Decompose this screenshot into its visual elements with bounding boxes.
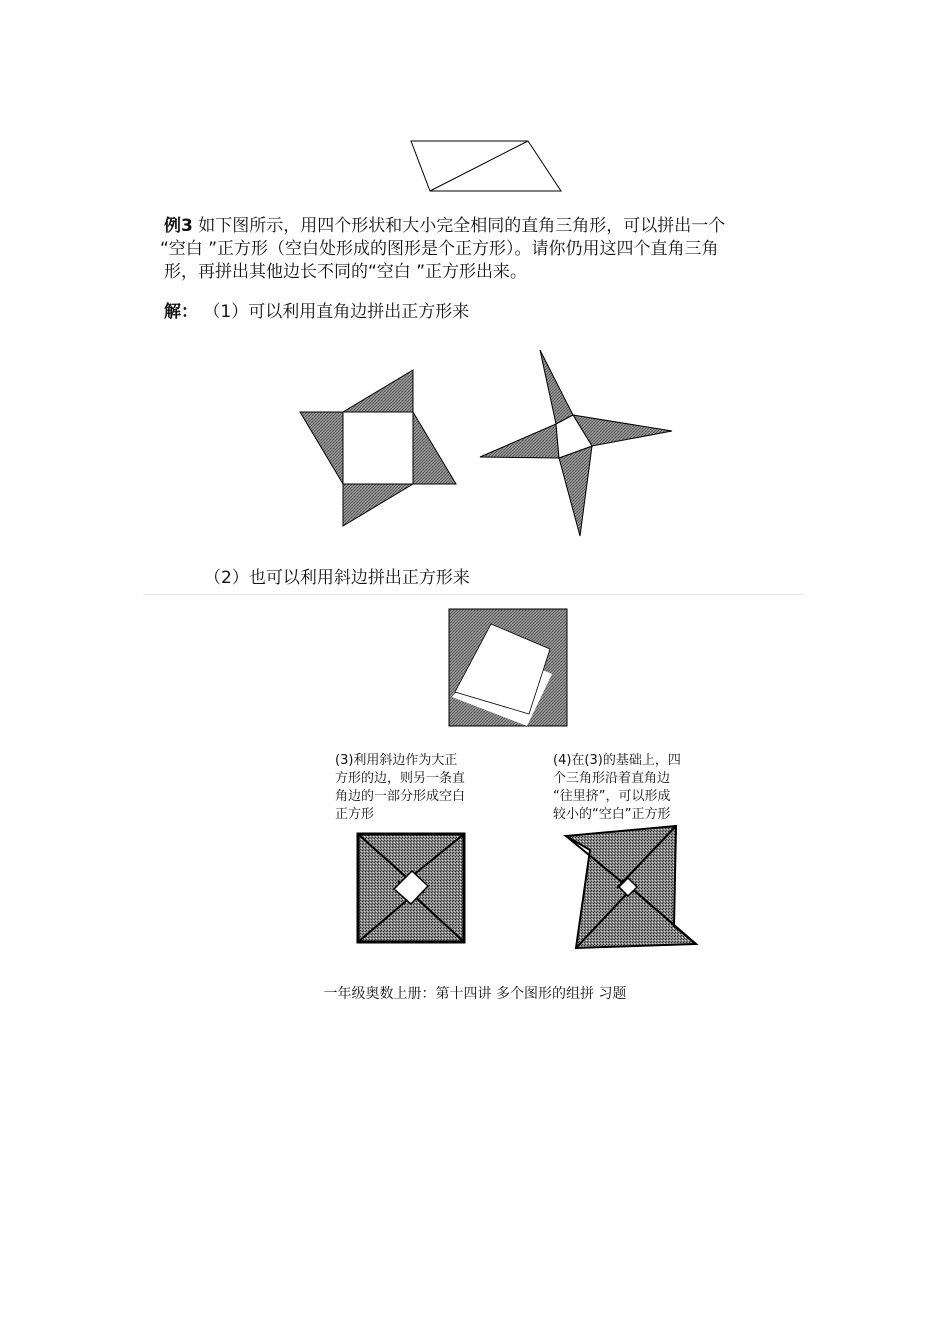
blank-square — [343, 412, 413, 484]
star-small-square-figure — [470, 340, 685, 545]
star-triangle-bottom — [559, 446, 592, 536]
figure-4-pinwheel — [560, 822, 705, 957]
example-line-2: “空白 ”正方形（空白处形成的图形是个正方形）。请你仍用这四个直角三角 — [160, 239, 719, 259]
figure-3-square — [350, 826, 475, 951]
note-3-line-2: 方形的边，则另一条直 — [335, 771, 466, 786]
note-3-line-4: 正方形 — [335, 807, 375, 822]
note-3-line-1: (3)利用斜边作为大正 — [335, 753, 458, 768]
parallelogram-diagonal — [430, 141, 528, 191]
triangle-top — [343, 370, 413, 412]
note-3-line-3: 角边的一部分形成空白 — [335, 789, 466, 804]
parallelogram-shape — [411, 141, 561, 191]
solution-line-1 — [164, 300, 469, 324]
hypotenuse-square-figure — [440, 600, 580, 735]
note-4-line-4: 较小的“空白”正方形 — [553, 807, 671, 822]
solution-line-2: （2）也可以利用斜边拼出正方形来 — [204, 568, 470, 588]
example-text-1: 如下图所示，用四个形状和大小完全相同的直角三角形，可以拼出一个 — [198, 216, 726, 236]
triangle-right — [413, 412, 456, 484]
page-footer: 一年级奥数上册：第十四讲 多个图形的组拼 习题 — [323, 986, 627, 1002]
triangle-bottom — [343, 484, 413, 526]
example-label: 例3 — [164, 216, 193, 236]
star-triangle-left — [480, 424, 559, 458]
note-4-line-3: “往里挤”，可以形成 — [553, 789, 671, 804]
section-divider — [143, 594, 805, 595]
note-4-line-2: 个三角形沿着直角边 — [553, 771, 671, 786]
parallelogram-figure — [400, 130, 570, 200]
example-line-1 — [164, 214, 725, 238]
example-line-3: 形，再拼出其他边长不同的“空白 ”正方形出来。 — [164, 262, 528, 282]
solution-part-1: （1）可以利用直角边拼出正方形来 — [203, 302, 470, 322]
solution-label: 解： — [164, 302, 198, 322]
note-4-line-1: (4)在(3)的基础上，四 — [553, 753, 681, 768]
pinwheel-large-square-figure — [290, 360, 470, 540]
triangle-left — [300, 412, 343, 484]
star-triangle-top — [540, 350, 573, 424]
